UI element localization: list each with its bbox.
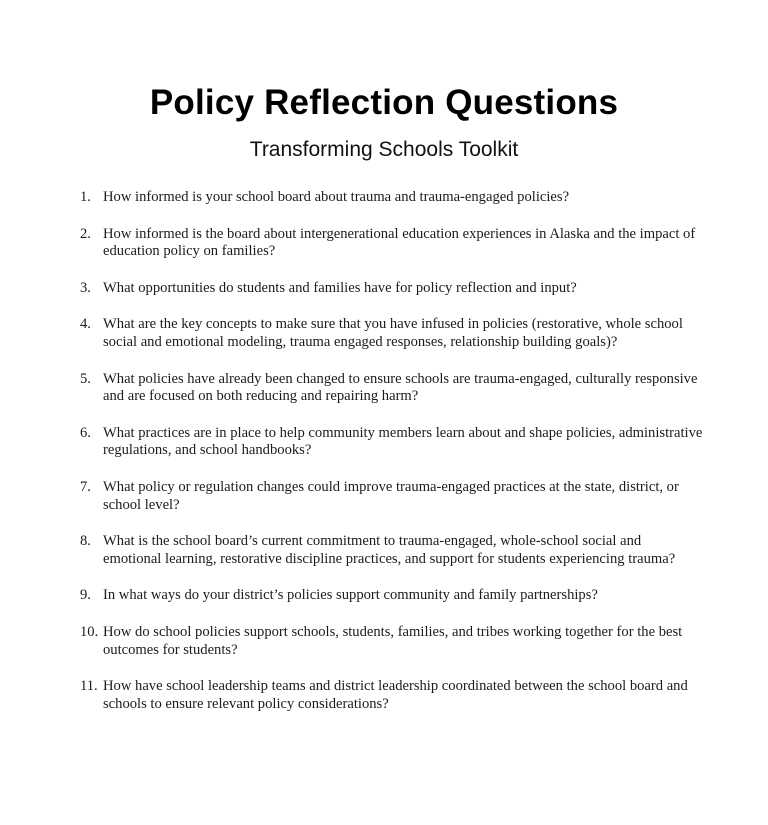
list-item xyxy=(0,189,768,207)
question-number: 5. xyxy=(80,370,91,387)
list-item xyxy=(0,678,768,713)
question-number: 6. xyxy=(80,424,91,441)
question-number: 11. xyxy=(80,678,98,695)
question-number: 2. xyxy=(80,225,91,242)
list-item xyxy=(0,425,768,460)
question-text: How informed is your school board about trauma and trauma-engaged policies? xyxy=(103,189,570,205)
list-item xyxy=(0,316,768,351)
list-item xyxy=(0,587,768,605)
questions-list xyxy=(0,189,768,713)
question-text: What are the key concepts to make sure that you have infused in policies (restorative, whole school social and emotional modeling, trauma engaged responses, relationship building goals)? xyxy=(103,316,683,350)
question-number: 3. xyxy=(80,279,91,296)
question-text: How do school policies support schools, students, families, and tribes working together for the best outcomes for students? xyxy=(103,623,683,658)
question-text: What practices are in place to help community members learn about and shape policies, administrative regulations, and school handbooks? xyxy=(103,424,703,459)
question-text: What policies have already been changed to ensure schools are trauma-engaged, culturally responsive and are focused on both reducing and repairing harm? xyxy=(103,370,698,405)
document-page xyxy=(0,82,768,825)
question-number: 8. xyxy=(80,533,91,550)
list-item xyxy=(0,280,768,298)
question-number: 1. xyxy=(80,189,91,205)
question-text: In what ways do your district’s policies support community and family partnerships? xyxy=(103,587,598,604)
list-item xyxy=(0,479,768,514)
question-number: 7. xyxy=(80,478,91,495)
question-text: How have school leadership teams and district leadership coordinated between the school board and schools to ensure relevant policy considerations? xyxy=(103,678,688,712)
list-item xyxy=(0,371,768,406)
question-number: 4. xyxy=(80,316,91,333)
question-text: What is the school board’s current commitment to trauma-engaged, whole-school social and emotional learning, restorative discipline practices, and support for students experiencing trauma? xyxy=(103,533,676,567)
list-item xyxy=(0,226,768,261)
question-number: 10. xyxy=(80,623,99,640)
question-text: What policy or regulation changes could improve trauma-engaged practices at the state, district, or school level? xyxy=(103,478,679,513)
page-subtitle: Transforming Schools Toolkit xyxy=(249,138,519,161)
question-text: How informed is the board about intergenerational education experiences in Alaska and the impact of education policy on families? xyxy=(103,225,696,260)
question-text: What opportunities do students and families have for policy reflection and input? xyxy=(103,279,577,296)
question-number: 9. xyxy=(80,587,91,604)
page-title: Policy Reflection Questions xyxy=(149,83,619,122)
list-item xyxy=(0,533,768,568)
list-item xyxy=(0,624,768,659)
